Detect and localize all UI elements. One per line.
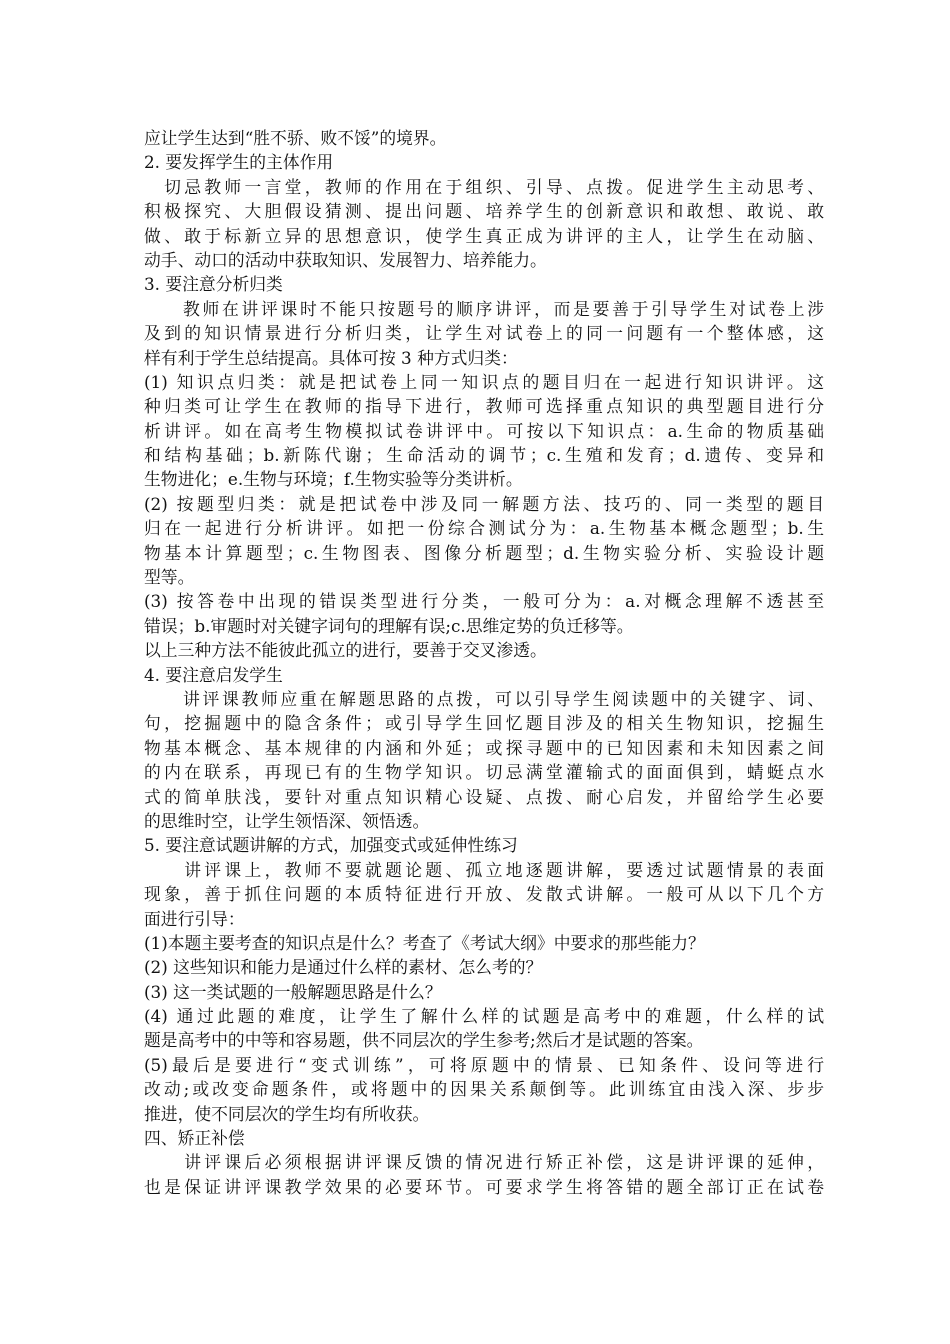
text-line: 种归类可让学生在教师的指导下进行，教师可选择重点知识的典型题目进行分: [144, 396, 824, 417]
text-line: 错误；b.审题时对关键字词句的理解有误;c.思维定势的负迁移等。: [144, 615, 634, 636]
text-line: (3) 这一类试题的一般解题思路是什么？: [144, 981, 442, 1002]
text-line: 生物进化；e.生物与环境；f.生物实验等分类讲析。: [144, 469, 523, 490]
text-line: 型等。: [144, 567, 195, 588]
text-line: 动手、动口的活动中获取知识、发展智力、培养能力。: [144, 249, 547, 270]
text-line: 物基本概念、基本规律的内涵和外延；或探寻题中的已知因素和未知因素之间: [144, 737, 824, 758]
text-line: 析讲评。如在高考生物模拟试卷讲评中。可按以下知识点：a.生命的物质基础: [144, 420, 824, 441]
text-line: 积极探究、大胆假设猜测、提出问题、培养学生的创新意识和敢想、敢说、敢: [144, 201, 824, 222]
text-line: 归在一起进行分析讲评。如把一份综合测试分为：a.生物基本概念题型；b.生: [144, 518, 824, 539]
text-line: 讲评课教师应重在解题思路的点拨，可以引导学生阅读题中的关键字、词、: [144, 688, 824, 709]
text-line: 2. 要发挥学生的主体作用: [144, 152, 334, 173]
text-line: 样有利于学生总结提高。具体可按 3 种方式归类：: [144, 347, 518, 368]
document-body: [144, 126, 824, 1199]
text-line: 面进行引导：: [144, 908, 245, 929]
text-line: (1) 知识点归类：就是把试卷上同一知识点的题目归在一起进行知识讲评。这: [144, 371, 824, 392]
text-line: 题是高考中的中等和容易题，供不同层次的学生参考;然后才是试题的答案。: [144, 1030, 704, 1051]
text-line: 及到的知识情景进行分析归类，让学生对试卷上的同一问题有一个整体感，这: [144, 323, 824, 344]
text-line: 式的简单肤浅，要针对重点知识精心设疑、点拨、耐心启发，并留给学生必要: [144, 786, 824, 807]
text-line: (4) 通过此题的难度，让学生了解什么样的试题是高考中的难题，什么样的试: [144, 1006, 824, 1027]
text-line: 推进，使不同层次的学生均有所收获。: [144, 1103, 430, 1124]
text-line: 改动;或改变命题条件，或将题中的因果关系颠倒等。此训练宜由浅入深、步步: [144, 1079, 824, 1100]
text-line: (2) 按题型归类：就是把试卷中涉及同一解题方法、技巧的、同一类型的题目: [144, 493, 824, 514]
text-line: 应让学生达到“胜不骄、败不馁”的境界。: [144, 128, 447, 148]
text-line: 5. 要注意试题讲解的方式，加强变式或延伸性练习: [144, 835, 518, 856]
text-line: 教师在讲评课时不能只按题号的顺序讲评，而是要善于引导学生对试卷上涉: [144, 298, 824, 319]
text-line: 的思维时空，让学生领悟深、领悟透。: [144, 810, 430, 831]
text-line: (3) 按答卷中出现的错误类型进行分类，一般可分为：a.对概念理解不透甚至: [144, 591, 824, 612]
text-line: 现象，善于抓住问题的本质特征进行开放、发散式讲解。一般可从以下几个方: [144, 884, 824, 905]
text-line: 4. 要注意启发学生: [144, 664, 283, 685]
text-line: (1)本题主要考查的知识点是什么？考查了《考试大纲》中要求的那些能力？: [144, 932, 705, 953]
text-line: 讲评课后必须根据讲评课反馈的情况进行矫正补偿，这是讲评课的延伸，: [144, 1152, 824, 1173]
text-line: 物基本计算题型；c.生物图表、图像分析题型；d.生物实验分析、实验设计题: [144, 542, 824, 563]
text-line: 讲评课上，教师不要就题论题、孤立地逐题讲解，要透过试题情景的表面: [144, 859, 824, 880]
text-line: 也是保证讲评课教学效果的必要环节。可要求学生将答错的题全部订正在试卷: [144, 1176, 824, 1197]
text-line: (5)最后是要进行“变式训练”，可将原题中的情景、已知条件、设问等进行: [144, 1054, 824, 1075]
text-line: 以上三种方法不能彼此孤立的进行，要善于交叉渗透。: [144, 640, 547, 661]
text-line: 3. 要注意分析归类: [144, 274, 283, 295]
text-line: 句，挖掘题中的隐含条件；或引导学生回忆题目涉及的相关生物知识，挖掘生: [144, 713, 824, 734]
text-line: (2) 这些知识和能力是通过什么样的素材、怎么考的？: [144, 957, 543, 978]
text-line: 的内在联系，再现已有的生物学知识。切忌满堂灌输式的面面俱到，蜻蜓点水: [144, 762, 824, 783]
text-line: 做、敢于标新立异的思想意识，使学生真正成为讲评的主人，让学生在动脑、: [144, 225, 824, 246]
text-line: 切忌教师一言堂，教师的作用在于组织、引导、点拨。促进学生主动思考、: [144, 176, 824, 197]
text-line: 四、矫正补偿: [144, 1128, 245, 1149]
text-line: 和结构基础；b.新陈代谢；生命活动的调节；c.生殖和发育；d.遗传、变异和: [144, 445, 824, 466]
